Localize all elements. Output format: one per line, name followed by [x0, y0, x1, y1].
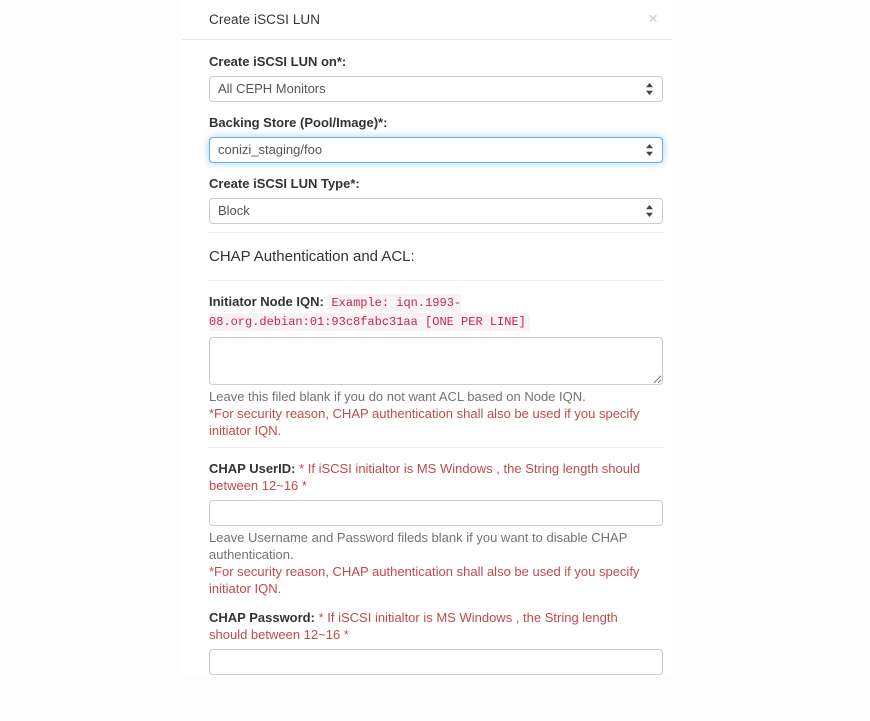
lun-type-label: Create iSCSI LUN Type*:: [209, 176, 360, 191]
backing-store-select[interactable]: [209, 137, 663, 163]
initiator-iqn-label-text: Initiator Node IQN:: [209, 294, 324, 309]
backing-store-label: Backing Store (Pool/Image)*:: [209, 115, 388, 130]
chap-password-input[interactable]: [209, 649, 663, 675]
initiator-iqn-textarea[interactable]: [209, 337, 663, 385]
chap-userid-label-text: CHAP UserID:: [209, 461, 296, 476]
chap-userid-warning-text: *For security reason, CHAP authentication shall also be used if you specify initiator IQN.: [209, 564, 640, 596]
chap-section-heading: CHAP Authentication and ACL:: [209, 248, 415, 265]
chap-userid-hint-text: * If iSCSI initialtor is MS Windows , the String length should between 12~16 *: [209, 461, 641, 493]
chap-userid-label: [209, 460, 645, 494]
dialog-body: [182, 40, 672, 675]
spacer: [209, 224, 645, 232]
form-group-backing-store: [209, 102, 645, 163]
form-group-chap-password: [209, 597, 645, 675]
initiator-iqn-help-text: Leave this filed blank if you do not want ACL based on Node IQN.: [209, 389, 586, 404]
chap-password-label-text: CHAP Password:: [209, 610, 315, 625]
form-group-initiator-iqn: [209, 281, 645, 439]
chap-userid-help-text: Leave Username and Password fileds blank if you want to disable CHAP authentication.: [209, 530, 628, 562]
initiator-iqn-label: [209, 293, 645, 331]
create-iscsi-lun-dialog: [182, 0, 672, 675]
dialog-title: Create iSCSI LUN: [209, 12, 321, 27]
lun-type-select-wrap: [209, 198, 663, 224]
lun-type-select[interactable]: [209, 198, 663, 224]
lun-on-label: Create iSCSI LUN on*:: [209, 54, 347, 69]
close-icon[interactable]: ×: [643, 9, 663, 29]
form-group-chap-userid: [209, 448, 645, 597]
form-group-lun-type: [209, 163, 645, 224]
initiator-iqn-example-code: Example: iqn.1993-08.org.debian:01:93c8fabc31aa [ONE PER LINE]: [209, 294, 530, 331]
chap-password-hint-text: * If iSCSI initialtor is MS Windows , the String length should between 12~16 *: [209, 610, 618, 642]
initiator-iqn-warning-text: *For security reason, CHAP authentication shall also be used if you specify initiator IQN.: [209, 406, 640, 438]
dialog-header: [182, 0, 672, 40]
chap-userid-input[interactable]: [209, 500, 663, 526]
lun-on-select[interactable]: [209, 76, 663, 102]
lun-on-select-wrap: [209, 76, 663, 102]
backing-store-select-wrap: [209, 137, 663, 163]
chap-password-label: [209, 609, 645, 643]
spacer: [209, 439, 645, 447]
form-group-lun-on: [209, 40, 645, 102]
